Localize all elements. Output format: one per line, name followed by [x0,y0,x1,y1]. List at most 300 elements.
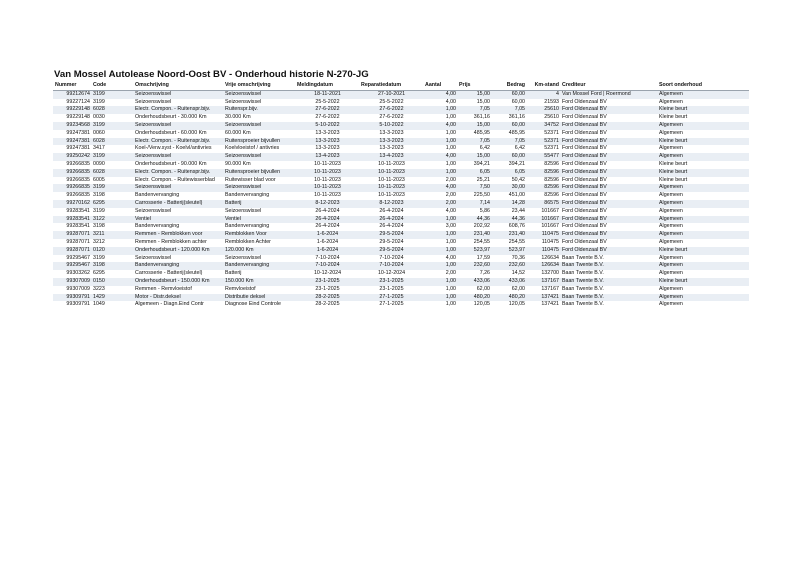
cell-meldingdatum: 5-10-2022 [295,122,359,130]
cell-nummer: 99295467 [53,255,91,263]
cell-reparatiedatum: 10-12-2024 [359,270,423,278]
cell-prijs: 7,05 [457,106,491,114]
cell-crediteur: Ford Oldenzaal BV [560,122,657,130]
cell-aantal: 4,00 [423,208,457,216]
cell-prijs: 433,06 [457,278,491,286]
table-row [53,239,749,247]
table-row [53,216,749,224]
cell-aantal: 1,00 [423,114,457,122]
cell-bedrag: 254,55 [491,239,526,247]
cell-code: 0150 [91,278,133,286]
cell-crediteur: Ford Oldenzaal BV [560,231,657,239]
cell-km-stand: 110475 [526,231,560,239]
cell-crediteur: Baan Twente B.V. [560,262,657,270]
cell-omschrijving: Electr. Compon. - Ruitenspr.bijv. [133,138,223,146]
cell-km-stand: 137167 [526,286,560,294]
cell-soort-onderhoud: Algemeen [657,200,749,208]
cell-crediteur: Ford Oldenzaal BV [560,138,657,146]
cell-bedrag: 23,44 [491,208,526,216]
cell-prijs: 231,40 [457,231,491,239]
cell-km-stand: 101667 [526,216,560,224]
cell-reparatiedatum: 10-11-2023 [359,161,423,169]
cell-soort-onderhoud: Algemeen [657,262,749,270]
cell-code: 0060 [91,130,133,138]
cell-bedrag: 60,00 [491,153,526,161]
cell-soort-onderhoud: Kleine beurt [657,138,749,146]
cell-km-stand: 52371 [526,145,560,153]
cell-vrije-omschrijving: Diagnose Eind Controle [223,301,295,309]
cell-reparatiedatum: 5-10-2022 [359,122,423,130]
cell-aantal: 1,00 [423,106,457,114]
cell-omschrijving: Onderhoudsbeurt - 60.000 Km [133,130,223,138]
cell-soort-onderhoud: Kleine beurt [657,169,749,177]
cell-prijs: 225,50 [457,192,491,200]
cell-prijs: 7,14 [457,200,491,208]
cell-reparatiedatum: 10-11-2023 [359,177,423,185]
cell-crediteur: Baan Twente B.V. [560,294,657,302]
cell-meldingdatum: 26-4-2024 [295,216,359,224]
cell-nummer: 99247381 [53,138,91,146]
cell-omschrijving: Electr. Compon. - Ruitewisserblad [133,177,223,185]
cell-soort-onderhoud: Algemeen [657,255,749,263]
cell-omschrijving: Onderhoudsbeurt - 150.000 Km [133,278,223,286]
cell-reparatiedatum: 23-1-2025 [359,286,423,294]
cell-nummer: 99309791 [53,294,91,302]
cell-omschrijving: Seizoenswissel [133,153,223,161]
cell-soort-onderhoud: Algemeen [657,231,749,239]
cell-km-stand: 82596 [526,192,560,200]
cell-meldingdatum: 27-6-2022 [295,114,359,122]
header-soort-onderhoud: Soort onderhoud [657,82,749,90]
cell-meldingdatum: 7-10-2024 [295,262,359,270]
cell-vrije-omschrijving: Seizoenswissel [223,255,295,263]
table-row [53,184,749,192]
cell-aantal: 4,00 [423,99,457,107]
cell-nummer: 99266835 [53,161,91,169]
cell-nummer: 99266835 [53,184,91,192]
cell-bedrag: 485,95 [491,130,526,138]
cell-bedrag: 120,05 [491,301,526,309]
cell-meldingdatum: 13-4-2023 [295,153,359,161]
cell-bedrag: 523,97 [491,247,526,255]
cell-nummer: 99227124 [53,99,91,107]
cell-bedrag: 433,06 [491,278,526,286]
cell-soort-onderhoud: Kleine beurt [657,278,749,286]
cell-aantal: 1,00 [423,262,457,270]
cell-omschrijving: Bandenvervanging [133,262,223,270]
cell-km-stand: 52371 [526,130,560,138]
cell-vrije-omschrijving: Seizoenswissel [223,122,295,130]
header-bedrag: Bedrag [491,82,526,90]
cell-meldingdatum: 10-11-2023 [295,169,359,177]
cell-vrije-omschrijving: Ruitensproeier bijvullen [223,169,295,177]
cell-meldingdatum: 13-3-2023 [295,145,359,153]
cell-nummer: 99309791 [53,301,91,309]
cell-aantal: 2,00 [423,270,457,278]
cell-vrije-omschrijving: Ruitenspr.bijv. [223,106,295,114]
cell-code: 3199 [91,122,133,130]
header-prijs: Prijs [457,82,491,90]
cell-reparatiedatum: 29-5-2024 [359,231,423,239]
cell-meldingdatum: 10-11-2023 [295,192,359,200]
cell-soort-onderhoud: Algemeen [657,192,749,200]
cell-soort-onderhoud: Algemeen [657,90,749,98]
cell-bedrag: 14,28 [491,200,526,208]
cell-omschrijving: Seizoenswissel [133,99,223,107]
cell-meldingdatum: 7-10-2024 [295,255,359,263]
cell-aantal: 4,00 [423,90,457,98]
cell-aantal: 1,00 [423,278,457,286]
cell-aantal: 1,00 [423,169,457,177]
cell-code: 3199 [91,184,133,192]
cell-km-stand: 101667 [526,208,560,216]
cell-soort-onderhoud: Algemeen [657,99,749,107]
table-row [53,231,749,239]
cell-aantal: 4,00 [423,153,457,161]
cell-meldingdatum: 27-6-2022 [295,106,359,114]
cell-km-stand: 110475 [526,239,560,247]
cell-soort-onderhoud: Algemeen [657,153,749,161]
cell-km-stand: 82596 [526,184,560,192]
cell-omschrijving: Onderhoudsbeurt - 90.000 Km [133,161,223,169]
cell-bedrag: 394,21 [491,161,526,169]
cell-nummer: 99287071 [53,231,91,239]
cell-prijs: 202,92 [457,223,491,231]
cell-prijs: 394,21 [457,161,491,169]
cell-soort-onderhoud: Algemeen [657,184,749,192]
cell-soort-onderhoud: Kleine beurt [657,177,749,185]
cell-km-stand: 86575 [526,200,560,208]
cell-soort-onderhoud: Algemeen [657,301,749,309]
table-row [53,90,749,98]
cell-prijs: 120,05 [457,301,491,309]
cell-code: 3223 [91,286,133,294]
cell-km-stand: 82596 [526,177,560,185]
cell-prijs: 7,26 [457,270,491,278]
cell-meldingdatum: 10-11-2023 [295,184,359,192]
cell-vrije-omschrijving: 60.000 Km [223,130,295,138]
table-row [53,130,749,138]
cell-meldingdatum: 25-5-2022 [295,99,359,107]
cell-bedrag: 60,00 [491,99,526,107]
header-reparatiedatum: Reparatiedatum [359,82,423,90]
cell-vrije-omschrijving: 90.000 Km [223,161,295,169]
cell-crediteur: Ford Oldenzaal BV [560,177,657,185]
cell-meldingdatum: 18-11-2021 [295,90,359,98]
cell-omschrijving: Seizoenswissel [133,184,223,192]
cell-meldingdatum: 13-3-2023 [295,130,359,138]
cell-nummer: 99307009 [53,286,91,294]
cell-nummer: 99247381 [53,130,91,138]
cell-crediteur: Ford Oldenzaal BV [560,239,657,247]
cell-km-stand: 101667 [526,223,560,231]
cell-code: 6295 [91,270,133,278]
cell-reparatiedatum: 27-1-2025 [359,294,423,302]
cell-prijs: 254,55 [457,239,491,247]
cell-nummer: 99270162 [53,200,91,208]
cell-vrije-omschrijving: Ruitensproeier bijvullen [223,138,295,146]
cell-omschrijving: Motor - Distr.deksel [133,294,223,302]
cell-omschrijving: Carrosserie - Batterij(sleutel) [133,200,223,208]
cell-reparatiedatum: 13-4-2023 [359,153,423,161]
table-header-row [53,82,749,90]
cell-vrije-omschrijving: 150.000 Km [223,278,295,286]
table-row [53,99,749,107]
cell-bedrag: 14,52 [491,270,526,278]
cell-reparatiedatum: 26-4-2024 [359,208,423,216]
cell-code: 3199 [91,90,133,98]
cell-vrije-omschrijving: Seizoenswissel [223,184,295,192]
cell-vrije-omschrijving: Batterij [223,270,295,278]
cell-vrije-omschrijving: 120.000 Km [223,247,295,255]
cell-code: 3198 [91,262,133,270]
cell-prijs: 15,00 [457,90,491,98]
maintenance-history-table [53,82,749,309]
table-row [53,122,749,130]
table-row [53,177,749,185]
cell-vrije-omschrijving: Remvloeistof [223,286,295,294]
cell-aantal: 1,00 [423,239,457,247]
cell-prijs: 232,60 [457,262,491,270]
cell-vrije-omschrijving: Bandenvervanging [223,262,295,270]
cell-aantal: 4,00 [423,184,457,192]
cell-meldingdatum: 28-2-2025 [295,294,359,302]
cell-meldingdatum: 28-2-2025 [295,301,359,309]
cell-code: 6295 [91,200,133,208]
cell-vrije-omschrijving: Seizoenswissel [223,153,295,161]
cell-km-stand: 110475 [526,247,560,255]
cell-vrije-omschrijving: Remblokken Achter [223,239,295,247]
table-row [53,278,749,286]
table-row [53,270,749,278]
cell-omschrijving: Electr. Compon. - Ruitenspr.bijv. [133,106,223,114]
cell-reparatiedatum: 13-3-2023 [359,138,423,146]
cell-soort-onderhoud: Algemeen [657,286,749,294]
cell-nummer: 99307009 [53,278,91,286]
cell-reparatiedatum: 10-11-2023 [359,192,423,200]
cell-reparatiedatum: 25-5-2022 [359,99,423,107]
cell-code: 3199 [91,255,133,263]
cell-nummer: 99283541 [53,208,91,216]
cell-bedrag: 60,00 [491,122,526,130]
cell-crediteur: Ford Oldenzaal BV [560,106,657,114]
cell-prijs: 523,97 [457,247,491,255]
table-row [53,114,749,122]
table-row [53,208,749,216]
cell-reparatiedatum: 23-1-2025 [359,278,423,286]
cell-omschrijving: Seizoenswissel [133,255,223,263]
table-row [53,145,749,153]
cell-crediteur: Ford Oldenzaal BV [560,114,657,122]
cell-vrije-omschrijving: Bandenvervanging [223,192,295,200]
cell-crediteur: Baan Twente B.V. [560,255,657,263]
cell-reparatiedatum: 27-6-2022 [359,106,423,114]
table-row [53,223,749,231]
cell-vrije-omschrijving: Koelvloeistof / antivries [223,145,295,153]
cell-soort-onderhoud: Kleine beurt [657,161,749,169]
cell-reparatiedatum: 29-5-2024 [359,247,423,255]
cell-nummer: 99266835 [53,192,91,200]
cell-prijs: 6,42 [457,145,491,153]
cell-soort-onderhoud: Kleine beurt [657,247,749,255]
cell-omschrijving: Remmen - Remvloeistof [133,286,223,294]
cell-omschrijving: Electr. Compon. - Ruitenspr.bijv. [133,169,223,177]
cell-prijs: 6,05 [457,169,491,177]
cell-aantal: 1,00 [423,130,457,138]
cell-soort-onderhoud: Algemeen [657,216,749,224]
cell-bedrag: 30,00 [491,184,526,192]
cell-meldingdatum: 10-11-2023 [295,161,359,169]
cell-reparatiedatum: 10-11-2023 [359,169,423,177]
cell-crediteur: Ford Oldenzaal BV [560,130,657,138]
table-row [53,138,749,146]
cell-prijs: 15,00 [457,122,491,130]
cell-omschrijving: Ventiel [133,216,223,224]
cell-km-stand: 34752 [526,122,560,130]
cell-crediteur: Ford Oldenzaal BV [560,145,657,153]
cell-aantal: 1,00 [423,145,457,153]
cell-bedrag: 231,40 [491,231,526,239]
header-vrije-omschrijving: Vrije omschrijving [223,82,295,90]
cell-code: 3199 [91,208,133,216]
cell-reparatiedatum: 10-11-2023 [359,184,423,192]
cell-aantal: 2,00 [423,192,457,200]
cell-nummer: 99303262 [53,270,91,278]
cell-km-stand: 82596 [526,161,560,169]
table-row [53,255,749,263]
cell-bedrag: 451,00 [491,192,526,200]
cell-reparatiedatum: 13-3-2023 [359,145,423,153]
cell-km-stand: 52371 [526,138,560,146]
cell-crediteur: Ford Oldenzaal BV [560,153,657,161]
cell-bedrag: 7,05 [491,106,526,114]
cell-crediteur: Ford Oldenzaal BV [560,169,657,177]
cell-code: 6005 [91,177,133,185]
cell-aantal: 2,00 [423,200,457,208]
cell-bedrag: 62,00 [491,286,526,294]
cell-bedrag: 60,00 [491,90,526,98]
cell-km-stand: 25610 [526,106,560,114]
cell-aantal: 1,00 [423,294,457,302]
cell-nummer: 99266835 [53,169,91,177]
cell-meldingdatum: 13-3-2023 [295,138,359,146]
cell-reparatiedatum: 13-3-2023 [359,130,423,138]
cell-vrije-omschrijving: Ventiel [223,216,295,224]
cell-soort-onderhoud: Algemeen [657,294,749,302]
header-nummer: Nummer [53,82,91,90]
cell-crediteur: Ford Oldenzaal BV [560,208,657,216]
cell-meldingdatum: 26-4-2024 [295,223,359,231]
cell-omschrijving: Algemeen - Diagn.Eind Contr [133,301,223,309]
cell-nummer: 99229148 [53,106,91,114]
cell-code: 3417 [91,145,133,153]
cell-code: 0120 [91,247,133,255]
cell-km-stand: 126634 [526,262,560,270]
cell-km-stand: 4 [526,90,560,98]
cell-soort-onderhoud: Kleine beurt [657,114,749,122]
header-meldingdatum: Meldingdatum [295,82,359,90]
cell-crediteur: Ford Oldenzaal BV [560,161,657,169]
cell-km-stand: 137421 [526,301,560,309]
cell-nummer: 99250242 [53,153,91,161]
cell-aantal: 4,00 [423,255,457,263]
table-row [53,286,749,294]
cell-code: 3199 [91,153,133,161]
cell-reparatiedatum: 27-6-2022 [359,114,423,122]
cell-code: 6028 [91,106,133,114]
cell-km-stand: 25610 [526,114,560,122]
cell-prijs: 44,36 [457,216,491,224]
cell-nummer: 99229148 [53,114,91,122]
cell-soort-onderhoud: Algemeen [657,223,749,231]
cell-aantal: 1,00 [423,231,457,239]
cell-soort-onderhoud: Algemeen [657,239,749,247]
cell-reparatiedatum: 7-10-2024 [359,255,423,263]
cell-vrije-omschrijving: Seizoenswissel [223,90,295,98]
cell-nummer: 99287071 [53,247,91,255]
cell-soort-onderhoud: Algemeen [657,145,749,153]
header-omschrijving: Omschrijving [133,82,223,90]
cell-omschrijving: Onderhoudsbeurt - 120.000 Km [133,247,223,255]
table-row [53,200,749,208]
cell-omschrijving: Remmen - Remblokken achter [133,239,223,247]
cell-crediteur: Ford Oldenzaal BV [560,247,657,255]
cell-crediteur: Ford Oldenzaal BV [560,184,657,192]
cell-code: 3198 [91,223,133,231]
cell-meldingdatum: 23-1-2025 [295,278,359,286]
cell-soort-onderhoud: Algemeen [657,270,749,278]
cell-bedrag: 6,05 [491,169,526,177]
table-row [53,161,749,169]
cell-crediteur: Ford Oldenzaal BV [560,192,657,200]
cell-meldingdatum: 26-4-2024 [295,208,359,216]
cell-crediteur: Ford Oldenzaal BV [560,99,657,107]
cell-prijs: 62,00 [457,286,491,294]
table-body [53,90,749,309]
cell-km-stand: 82596 [526,169,560,177]
cell-omschrijving: Seizoenswissel [133,208,223,216]
cell-aantal: 3,00 [423,223,457,231]
header-code: Code [91,82,133,90]
cell-omschrijving: Bandenvervanging [133,223,223,231]
cell-soort-onderhoud: Algemeen [657,208,749,216]
cell-prijs: 17,59 [457,255,491,263]
cell-reparatiedatum: 29-5-2024 [359,239,423,247]
table-row [53,247,749,255]
cell-vrije-omschrijving: 30.000 Km [223,114,295,122]
cell-meldingdatum: 1-6-2024 [295,247,359,255]
cell-soort-onderhoud: Algemeen [657,130,749,138]
cell-code: 0090 [91,161,133,169]
cell-omschrijving: Seizoenswissel [133,90,223,98]
cell-prijs: 480,20 [457,294,491,302]
cell-prijs: 25,21 [457,177,491,185]
cell-bedrag: 44,36 [491,216,526,224]
cell-aantal: 1,00 [423,301,457,309]
cell-crediteur: Van Mossel Ford | Roermond [560,90,657,98]
cell-km-stand: 21593 [526,99,560,107]
cell-bedrag: 50,42 [491,177,526,185]
cell-omschrijving: Koel-/Verw.syst - Koelvl/antivries [133,145,223,153]
cell-bedrag: 608,76 [491,223,526,231]
cell-meldingdatum: 1-6-2024 [295,239,359,247]
table-row [53,192,749,200]
cell-soort-onderhoud: Algemeen [657,122,749,130]
cell-aantal: 1,00 [423,247,457,255]
cell-code: 6028 [91,138,133,146]
cell-crediteur: Baan Twente B.V. [560,278,657,286]
cell-prijs: 7,05 [457,138,491,146]
